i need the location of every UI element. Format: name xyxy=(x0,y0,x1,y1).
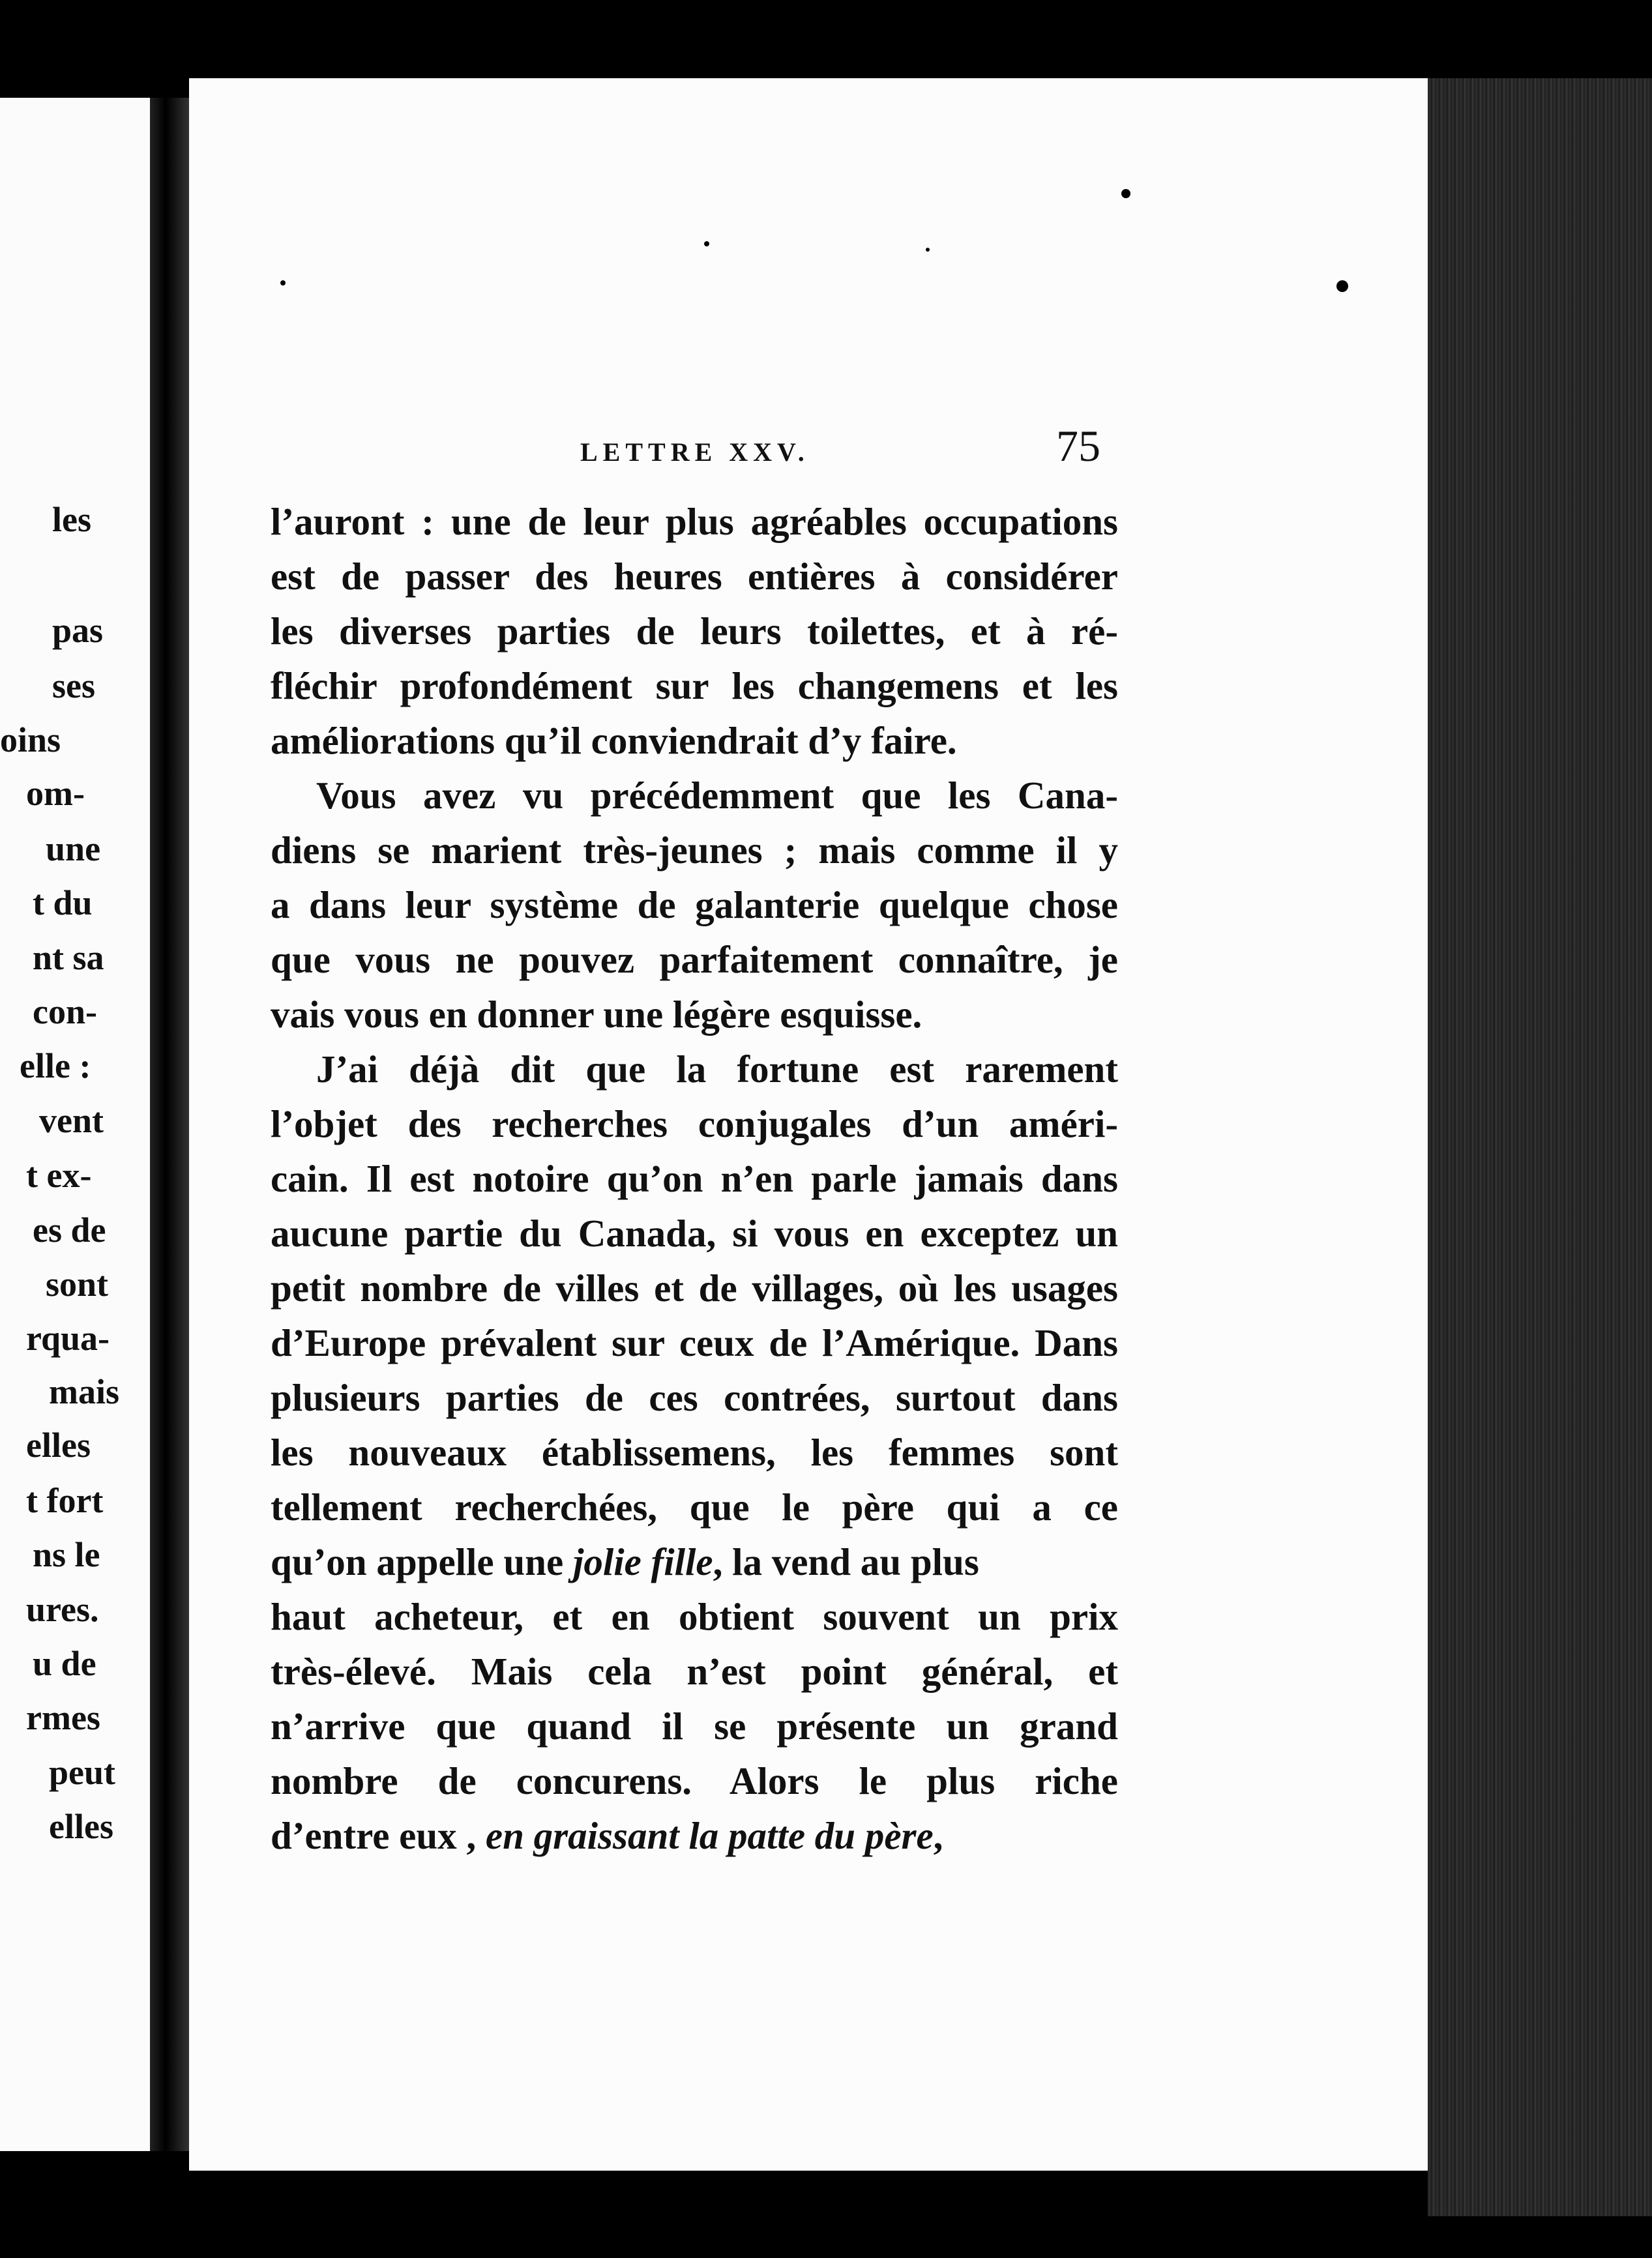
book-gutter xyxy=(150,98,189,2151)
text-line: haut acheteur, et en obtient souvent un prix xyxy=(271,1595,1118,1638)
left-fragment-line: elle : xyxy=(20,1046,91,1085)
left-fragment-line: rqua- xyxy=(26,1319,110,1358)
text-segment: qu’on appelle une xyxy=(271,1540,564,1583)
ink-speck xyxy=(280,280,286,286)
text-line: a dans leur système de galanterie quelque chose xyxy=(271,883,1118,926)
text-line: tellement recherchées, que le père qui a ce xyxy=(271,1486,1118,1529)
text-segment: , la vend au plus xyxy=(713,1540,979,1583)
left-fragment-line: t ex- xyxy=(26,1156,92,1195)
left-fragment-line: ns le xyxy=(33,1535,100,1574)
right-page-edge xyxy=(1428,78,1652,2216)
page-number: 75 xyxy=(1056,421,1100,471)
text-line: nombre de concurens. Alors le plus riche xyxy=(271,1759,1118,1802)
text-line: diens se marient très-jeunes ; mais comme il y xyxy=(271,828,1118,872)
ink-speck xyxy=(704,241,709,246)
ink-speck xyxy=(926,248,930,252)
left-fragment-line: u de xyxy=(33,1644,96,1683)
text-line: l’auront : une de leur plus agréables occupations xyxy=(271,500,1118,543)
left-fragment-line: oins xyxy=(0,720,61,759)
text-segment: , xyxy=(933,1814,943,1857)
left-fragment-line: om- xyxy=(26,774,85,813)
left-fragment-line: ures. xyxy=(26,1590,99,1629)
left-fragment-line: t fort xyxy=(26,1481,104,1520)
text-line: est de passer des heures entières à considérer xyxy=(271,555,1118,598)
text-line: vais vous en donner une légère esquisse. xyxy=(271,993,922,1036)
italic-phrase: en graissant la patte du père xyxy=(485,1814,934,1857)
text-line: améliorations qu’il conviendrait d’y faire. xyxy=(271,719,957,762)
left-fragment-line: con- xyxy=(33,992,97,1031)
left-fragment-line: pas xyxy=(52,611,104,650)
left-fragment-line: elles xyxy=(26,1426,91,1465)
text-line: très-élevé. Mais cela n’est point général, et xyxy=(271,1650,1118,1693)
text-line: fléchir profondément sur les changemens et les xyxy=(271,664,1118,707)
text-line: que vous ne pouvez parfaitement connaître, je xyxy=(271,938,1118,981)
text-line xyxy=(271,1816,1118,1855)
left-fragment-line: vent xyxy=(39,1101,104,1140)
text-line: petit nombre de villes et de villages, où les usages xyxy=(271,1267,1118,1310)
text-line: plusieurs parties de ces contrées, surtout dans xyxy=(271,1376,1118,1419)
text-line: les nouveaux établissemens, les femmes sont xyxy=(271,1431,1118,1474)
running-title: LETTRE XXV. xyxy=(580,437,810,467)
previous-page-fragment xyxy=(0,98,150,2151)
text-line: n’arrive que quand il se présente un grand xyxy=(271,1705,1118,1748)
left-fragment-line: peut xyxy=(49,1753,116,1792)
ink-speck xyxy=(1336,280,1348,292)
text-line: J’ai déjà dit que la fortune est rarement xyxy=(316,1048,1118,1091)
left-fragment-line: elles xyxy=(49,1807,113,1846)
italic-phrase: jolie fille xyxy=(572,1540,713,1583)
left-fragment-line: les xyxy=(52,500,91,539)
text-line: l’objet des recherches conjugales d’un améri- xyxy=(271,1102,1118,1145)
left-fragment-line: une xyxy=(46,829,101,868)
text-line: cain. Il est notoire qu’on n’en parle jamais dans xyxy=(271,1157,1118,1200)
text-segment: d’entre eux , xyxy=(271,1814,477,1857)
text-line: Vous avez vu précédemment que les Cana- xyxy=(316,774,1118,817)
left-fragment-line: ses xyxy=(52,666,95,705)
left-fragment-line: nt sa xyxy=(33,938,104,977)
text-line xyxy=(271,1542,1118,1581)
text-line: les diverses parties de leurs toilettes, et à ré- xyxy=(271,609,1118,652)
left-fragment-line: mais xyxy=(49,1372,119,1411)
left-fragment-line: t du xyxy=(33,883,93,922)
ink-speck xyxy=(1121,189,1130,198)
text-line: aucune partie du Canada, si vous en exceptez un xyxy=(271,1212,1118,1255)
left-fragment-line: es de xyxy=(33,1210,106,1250)
left-fragment-line: sont xyxy=(46,1265,109,1304)
left-fragment-line: rmes xyxy=(26,1698,100,1737)
text-line: d’Europe prévalent sur ceux de l’Amérique. Dans xyxy=(271,1321,1118,1364)
